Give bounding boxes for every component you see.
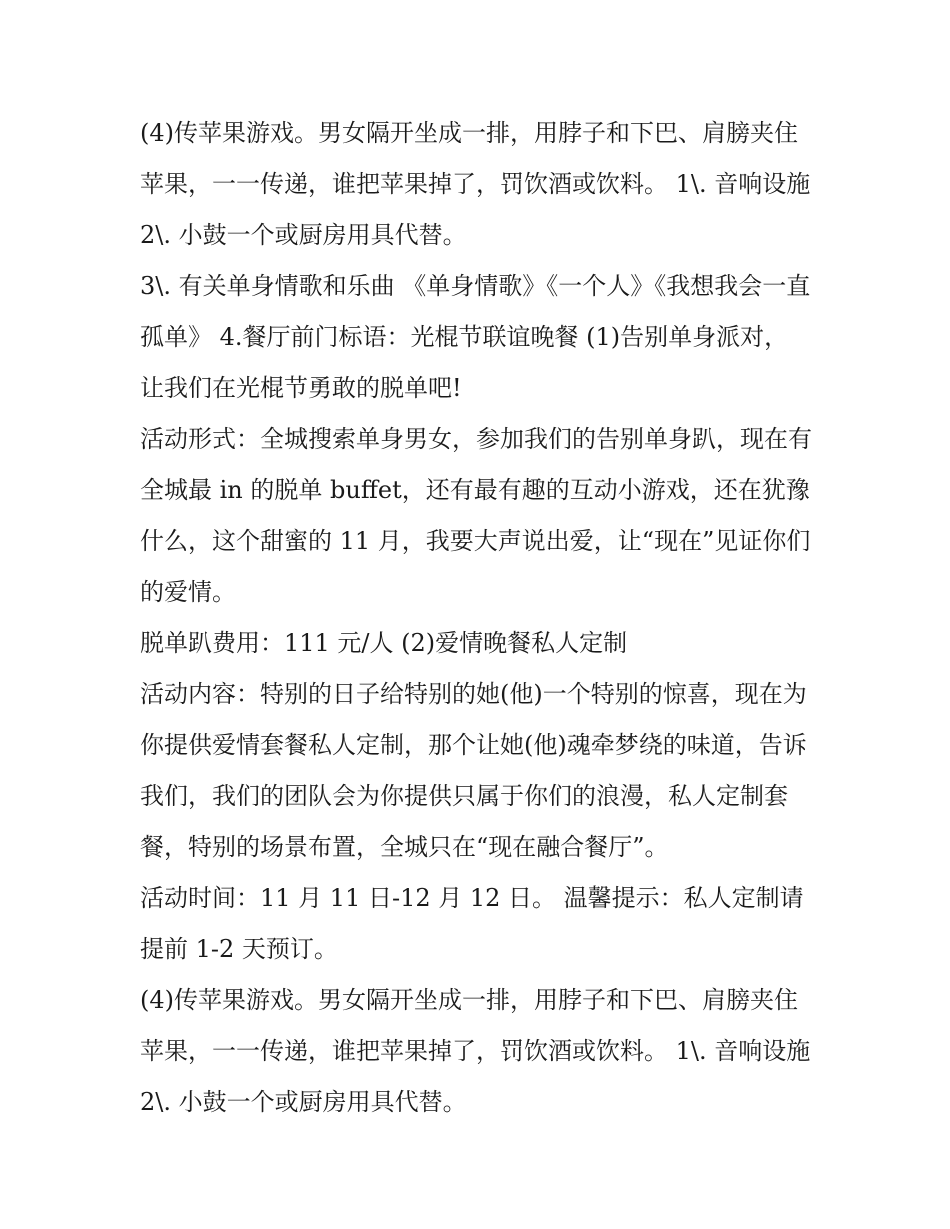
paragraph-apple-game: (4)传苹果游戏。男女隔开坐成一排，用脖子和下巴、肩膀夹住苹果，一一传递，谁把苹果掉了，罚饮酒或饮料。 1\. 音响设施 2\. 小鼓一个或厨房用具代替。 [140,119,811,249]
paragraph-activity-time: 活动时间：11 月 11 日-12 月 12 日。 温馨提示：私人定制请提前 1-2 天预订。 [140,884,804,963]
paragraph-music-and-slogan: 3\. 有关单身情歌和乐曲 《单身情歌》《一个人》《我想我会一直孤单》 4.餐厅前门标语：光棍节联谊晚餐 (1)告别单身派对，让我们在光棍节勇敢的脱单吧! [140,272,811,402]
paragraph-activity-content: 活动内容：特别的日子给特别的她(他)一个特别的惊喜，现在为你提供爱情套餐私人定制，那个让她(他)魂牵梦绕的味道，告诉我们，我们的团队会为你提供只属于你们的浪漫，私人定制套餐，特别的场景布置，全城只在“现在融合餐厅”。 [140,680,807,861]
paragraph-apple-game-repeat: (4)传苹果游戏。男女隔开坐成一排，用脖子和下巴、肩膀夹住苹果，一一传递，谁把苹果掉了，罚饮酒或饮料。 1\. 音响设施 2\. 小鼓一个或厨房用具代替。 [140,986,811,1116]
document-body [140,108,812,1128]
paragraph-activity-form: 活动形式：全城搜索单身男女，参加我们的告别单身趴，现在有全城最 in 的脱单 buffet，还有最有趣的互动小游戏，还在犹豫什么，这个甜蜜的 11 月，我要大声说出爱，让“现在”见证你们的爱情。 [140,425,812,606]
paragraph-party-fee: 脱单趴费用：111 元/人 (2)爱情晚餐私人定制 [140,629,628,657]
